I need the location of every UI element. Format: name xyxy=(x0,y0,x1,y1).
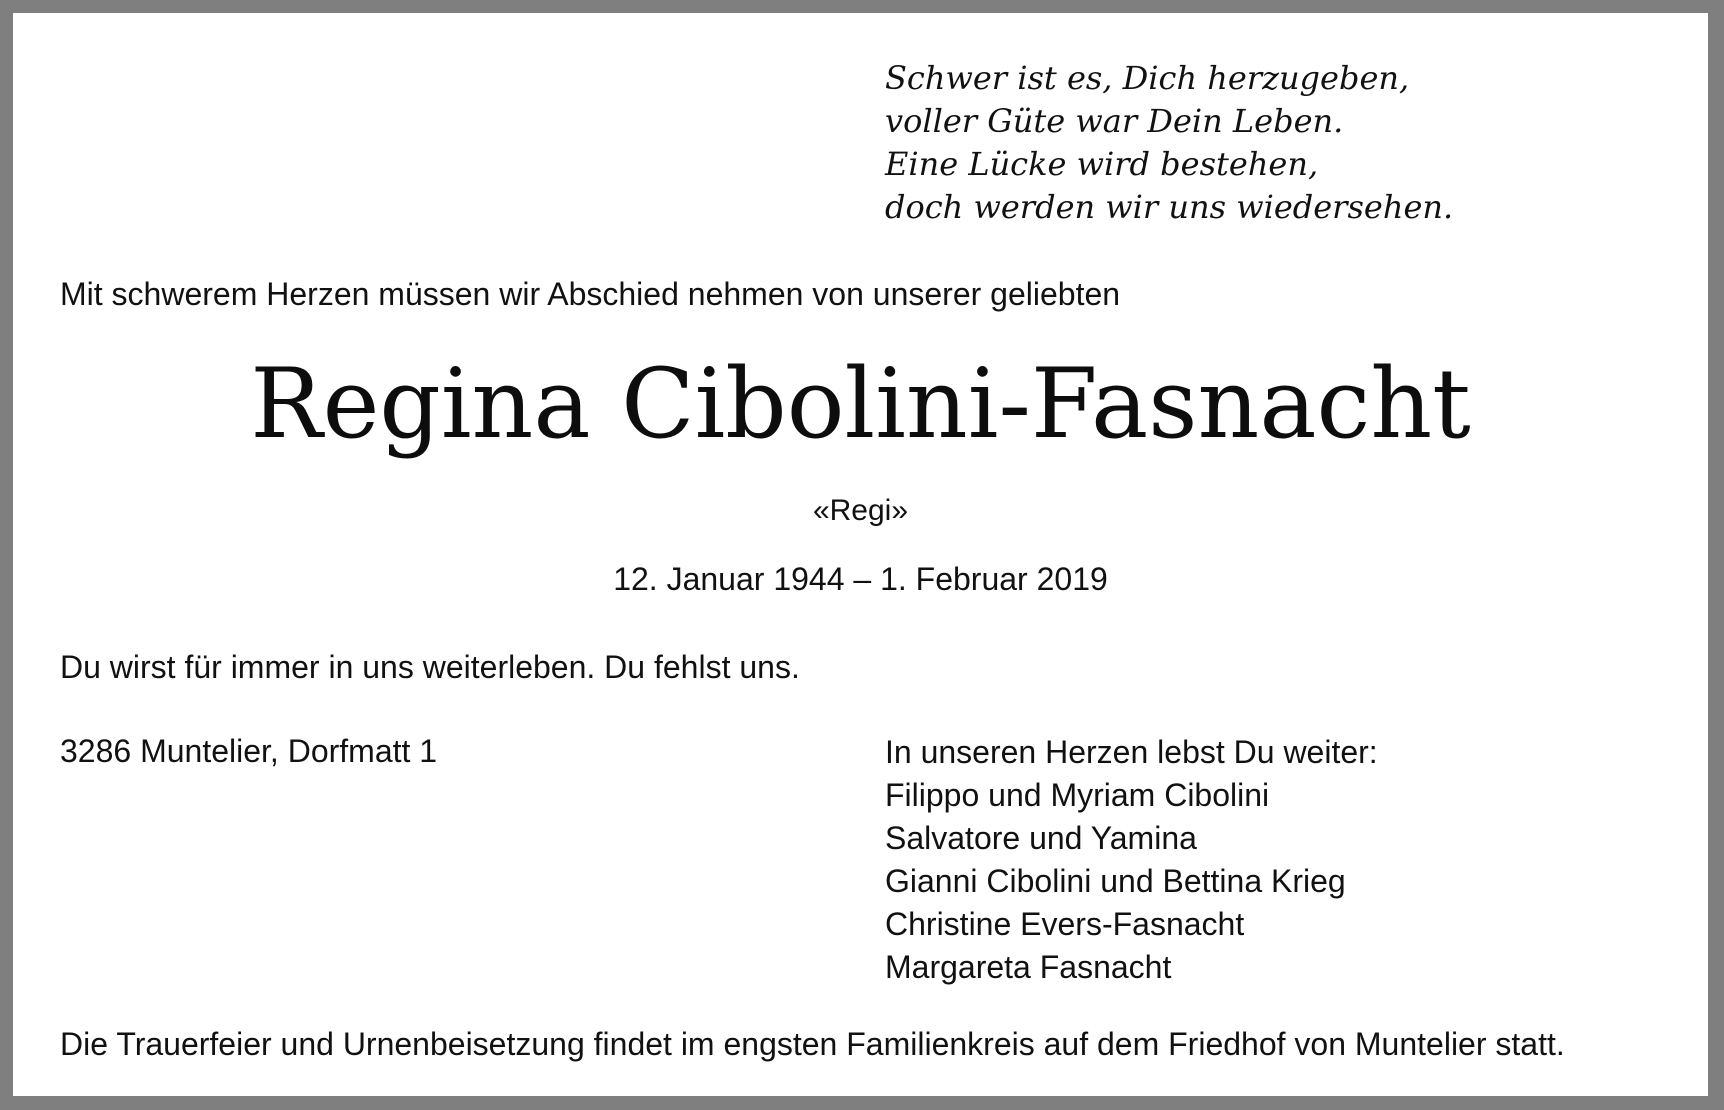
mourners-list xyxy=(885,731,1378,989)
deceased-name: Regina Cibolini-Fasnacht xyxy=(250,348,1471,460)
mourner-name: Margareta Fasnacht xyxy=(885,949,1172,985)
poem-line: doch werden wir uns wiedersehen. xyxy=(885,188,1454,226)
obituary-page xyxy=(13,13,1708,1096)
life-dates: 12. Januar 1944 – 1. Februar 2019 xyxy=(613,561,1108,597)
mourner-name: Salvatore und Yamina xyxy=(885,820,1197,856)
deceased-nickname: «Regi» xyxy=(812,494,909,527)
mourner-name: Filippo und Myriam Cibolini xyxy=(885,777,1270,813)
ceremony-notice: Die Trauerfeier und Urnenbeisetzung findet im engsten Familienkreis auf dem Friedhof von Muntelier statt. xyxy=(60,1026,1565,1062)
address: 3286 Muntelier, Dorfmatt 1 xyxy=(60,733,438,769)
mourner-name: Christine Evers-Fasnacht xyxy=(885,906,1245,942)
intro-text: Mit schwerem Herzen müssen wir Abschied nehmen von unserer geliebten xyxy=(60,276,1121,312)
mourners-heading: In unseren Herzen lebst Du weiter: xyxy=(885,734,1378,770)
farewell-text: Du wirst für immer in uns weiterleben. Du fehlst uns. xyxy=(60,649,800,685)
poem-line: voller Güte war Dein Leben. xyxy=(885,102,1344,140)
poem-line: Eine Lücke wird bestehen, xyxy=(885,145,1319,183)
poem-line: Schwer ist es, Dich herzugeben, xyxy=(885,59,1410,97)
poem xyxy=(885,57,1453,229)
mourner-name: Gianni Cibolini und Bettina Krieg xyxy=(885,863,1346,899)
